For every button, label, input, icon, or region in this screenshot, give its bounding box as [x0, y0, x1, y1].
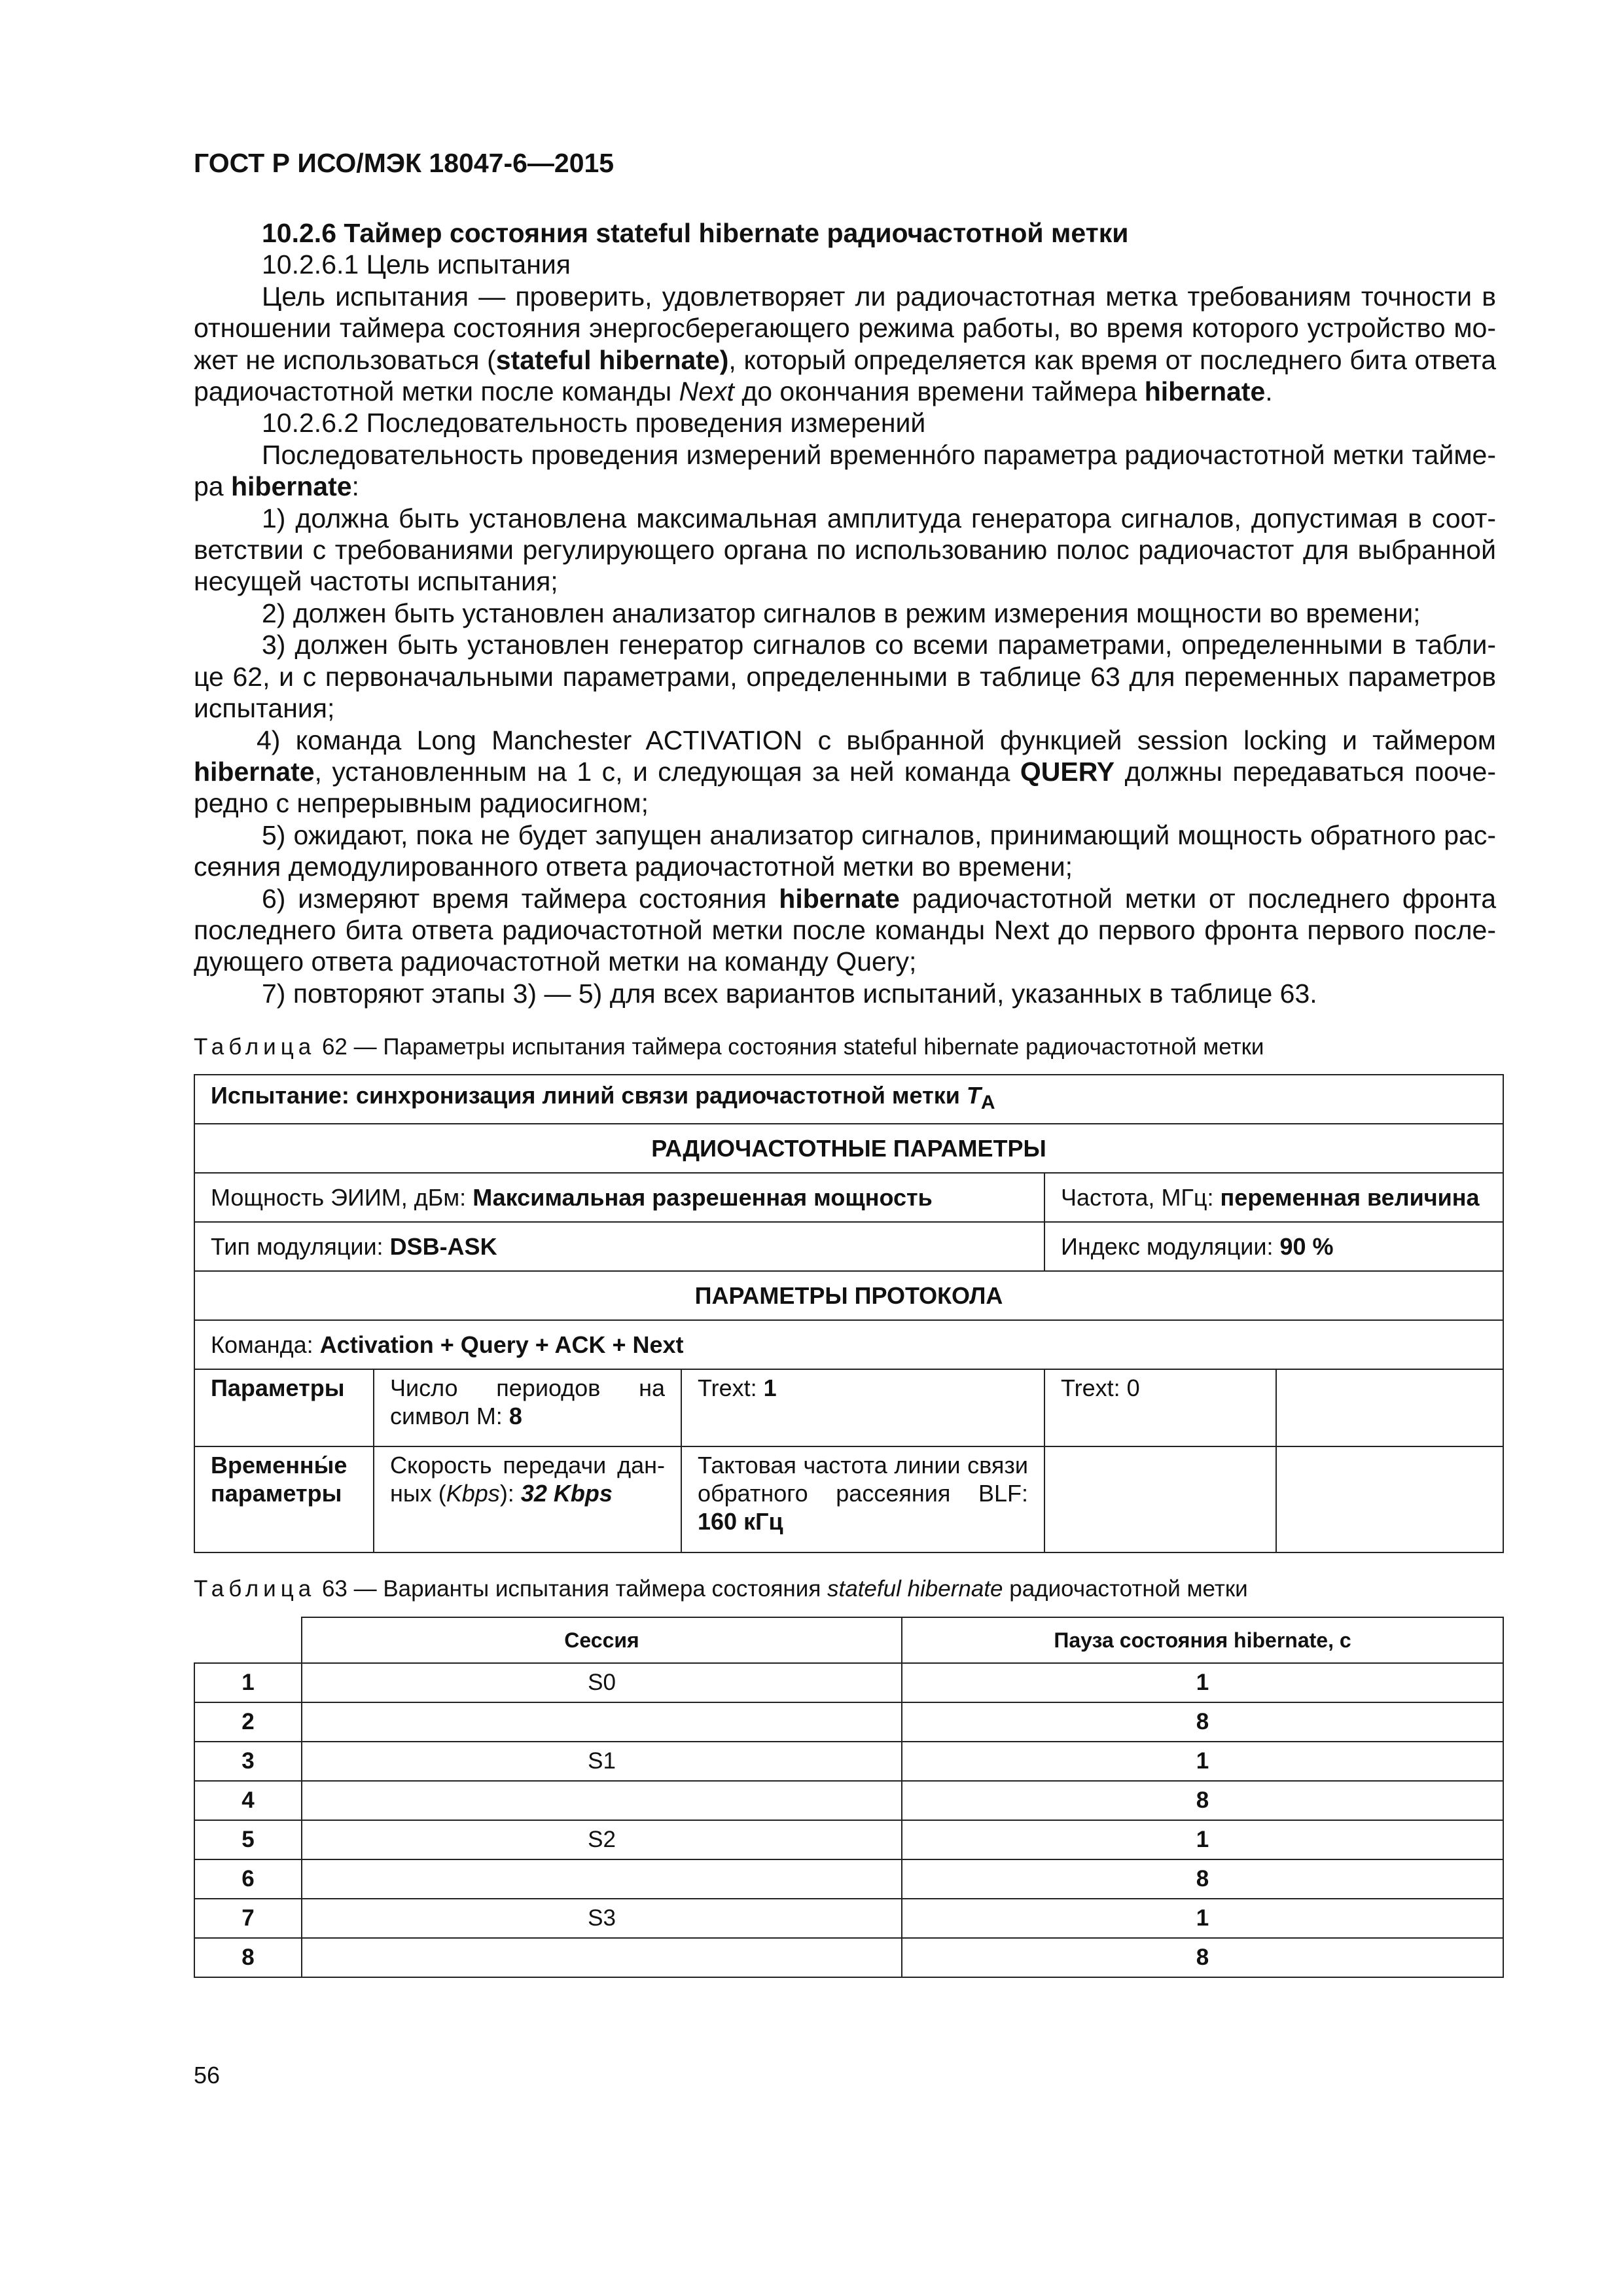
- power-cell: Мощность ЭИИМ, дБм: Максимальная разрешенная мощность: [194, 1173, 1044, 1222]
- list-item-4: 4) команда Long Manchester ACTIVATION с выбранной функцией session locking и таймером hibernate, установленным на 1 с, и следующая за ней команда QUERY должны передаваться пооче-редно с непрерывным радиосигном;: [194, 725, 1496, 819]
- subsection-title-purpose: 10.2.6.1 Цель испытания: [262, 249, 571, 280]
- params-label-cell: Параметры: [194, 1369, 374, 1446]
- purpose-paragraph: Цель испытания — проверить, удовлетворяет ли радиочастотная метка требованиям точности в отношении таймера состояния энергосберегающего режима работы, во время которого устройство мо-жет не использоваться (stateful hibernate), который определяется как время от последнего бита ответа радиочастотной метки после команды Next до окончания времени таймера hibernate.: [194, 281, 1497, 407]
- corner-cell: [194, 1617, 302, 1663]
- section-title: 10.2.6 Таймер состояния stateful hibernate радиочастотной метки: [262, 218, 1129, 248]
- subsection-title-sequence: 10.2.6.2 Последовательность проведения измерений: [262, 408, 926, 439]
- table-63: [194, 1617, 1504, 1978]
- row-number: 6: [194, 1859, 302, 1899]
- pause-cell: 8: [902, 1859, 1503, 1899]
- list-item-7: 7) повторяют этапы 3) — 5) для всех вариантов испытаний, указанных в таблице 63.: [262, 978, 1317, 1009]
- command-cell: Команда: Activation + Query + ACK + Next: [194, 1320, 1503, 1369]
- test-title-cell: Испытание: синхронизация линий связи радиочастотной метки $T_A$: [194, 1075, 1503, 1124]
- pause-cell: 1: [902, 1663, 1503, 1702]
- row-number: 1: [194, 1663, 302, 1702]
- table-63-caption: Таблица 63 — Варианты испытания таймера состояния stateful hibernate радиочастотной метки: [194, 1576, 1248, 1602]
- table-row: [194, 1702, 1503, 1742]
- row-number: 7: [194, 1899, 302, 1938]
- session-cell: [302, 1938, 902, 1977]
- table-row: [194, 1781, 1503, 1820]
- column-header-session: Сессия: [302, 1617, 902, 1663]
- session-cell: S2: [302, 1820, 902, 1859]
- list-item-5: 5) ожидают, пока не будет запущен анализатор сигналов, принимающий мощность обратного рас-сеяния демодулированного ответа радиочастотной метки во времени;: [194, 819, 1496, 882]
- row-number: 3: [194, 1742, 302, 1781]
- time-params-label-cell: Временны́е параметры: [194, 1446, 374, 1552]
- empty-cell: [1044, 1446, 1276, 1552]
- pause-cell: 8: [902, 1702, 1503, 1742]
- rf-params-heading: РАДИОЧАСТОТНЫЕ ПАРАМЕТРЫ: [194, 1124, 1503, 1173]
- table-62: [194, 1074, 1504, 1553]
- pause-cell: 1: [902, 1820, 1503, 1859]
- modulation-index-cell: Индекс модуляции: 90 %: [1044, 1222, 1503, 1271]
- modulation-type-cell: Тип модуляции: DSB-ASK: [194, 1222, 1044, 1271]
- row-number: 5: [194, 1820, 302, 1859]
- pause-cell: 8: [902, 1781, 1503, 1820]
- trext1-cell: Trext: 1: [681, 1369, 1044, 1446]
- empty-cell: [1276, 1369, 1503, 1446]
- page-number: 56: [194, 2062, 221, 2089]
- body-text: [194, 217, 1496, 1009]
- session-cell: [302, 1702, 902, 1742]
- list-item-6: 6) измеряют время таймера состояния hibernate радиочастотной метки от последнего фронта последнего бита ответа радиочастотной метки после команды Next до первого фронта первого после-дующего ответа радиочастотной метки на команду Query;: [194, 883, 1497, 977]
- table-row: [194, 1742, 1503, 1781]
- pause-cell: 1: [902, 1899, 1503, 1938]
- sequence-intro: Последовательность проведения измерений временнóго параметра радиочастотной метки тайме-ра hibernate:: [194, 439, 1496, 502]
- table-row: [194, 1899, 1503, 1938]
- blf-cell: Тактовая частота линии связи обратного рассеяния BLF: 160 кГц: [681, 1446, 1044, 1552]
- document-header: ГОСТ Р ИСО/МЭК 18047-6—2015: [194, 148, 615, 178]
- session-cell: S3: [302, 1899, 902, 1938]
- table-row: [194, 1859, 1503, 1899]
- periods-cell: Число периодов на символ M: 8: [374, 1369, 681, 1446]
- session-cell: [302, 1859, 902, 1899]
- table-row: [194, 1820, 1503, 1859]
- column-header-pause: Пауза состояния hibernate, с: [902, 1617, 1503, 1663]
- table-row: [194, 1938, 1503, 1977]
- empty-cell: [1276, 1446, 1503, 1552]
- rate-cell: Скорость передачи дан-ных (Kbps): 32 Kbps: [374, 1446, 681, 1552]
- session-cell: [302, 1781, 902, 1820]
- list-item-2: 2) должен быть установлен анализатор сигналов в режим измерения мощности во времени;: [262, 598, 1421, 628]
- session-cell: S1: [302, 1742, 902, 1781]
- list-item-3: 3) должен быть установлен генератор сигналов со всеми параметрами, определенными в табли-це 62, и с первоначальными параметрами, определенными в таблице 63 для переменных параметров испытания;: [194, 630, 1496, 724]
- trext0-cell: Trext: 0: [1044, 1369, 1276, 1446]
- session-cell: S0: [302, 1663, 902, 1702]
- table-row: [194, 1663, 1503, 1702]
- protocol-params-heading: ПАРАМЕТРЫ ПРОТОКОЛА: [194, 1271, 1503, 1320]
- pause-cell: 8: [902, 1938, 1503, 1977]
- pause-cell: 1: [902, 1742, 1503, 1781]
- frequency-cell: Частота, МГц: переменная величина: [1044, 1173, 1503, 1222]
- list-item-1: 1) должна быть установлена максимальная амплитуда генератора сигналов, допустимая в соот-ветствии с требованиями регулирующего органа по использованию полос радиочастот для выбранной несущей частоты испытания;: [194, 503, 1496, 597]
- row-number: 2: [194, 1702, 302, 1742]
- row-number: 8: [194, 1938, 302, 1977]
- row-number: 4: [194, 1781, 302, 1820]
- table-62-caption: Таблица 62 — Параметры испытания таймера состояния stateful hibernate радиочастотной метки: [194, 1034, 1264, 1060]
